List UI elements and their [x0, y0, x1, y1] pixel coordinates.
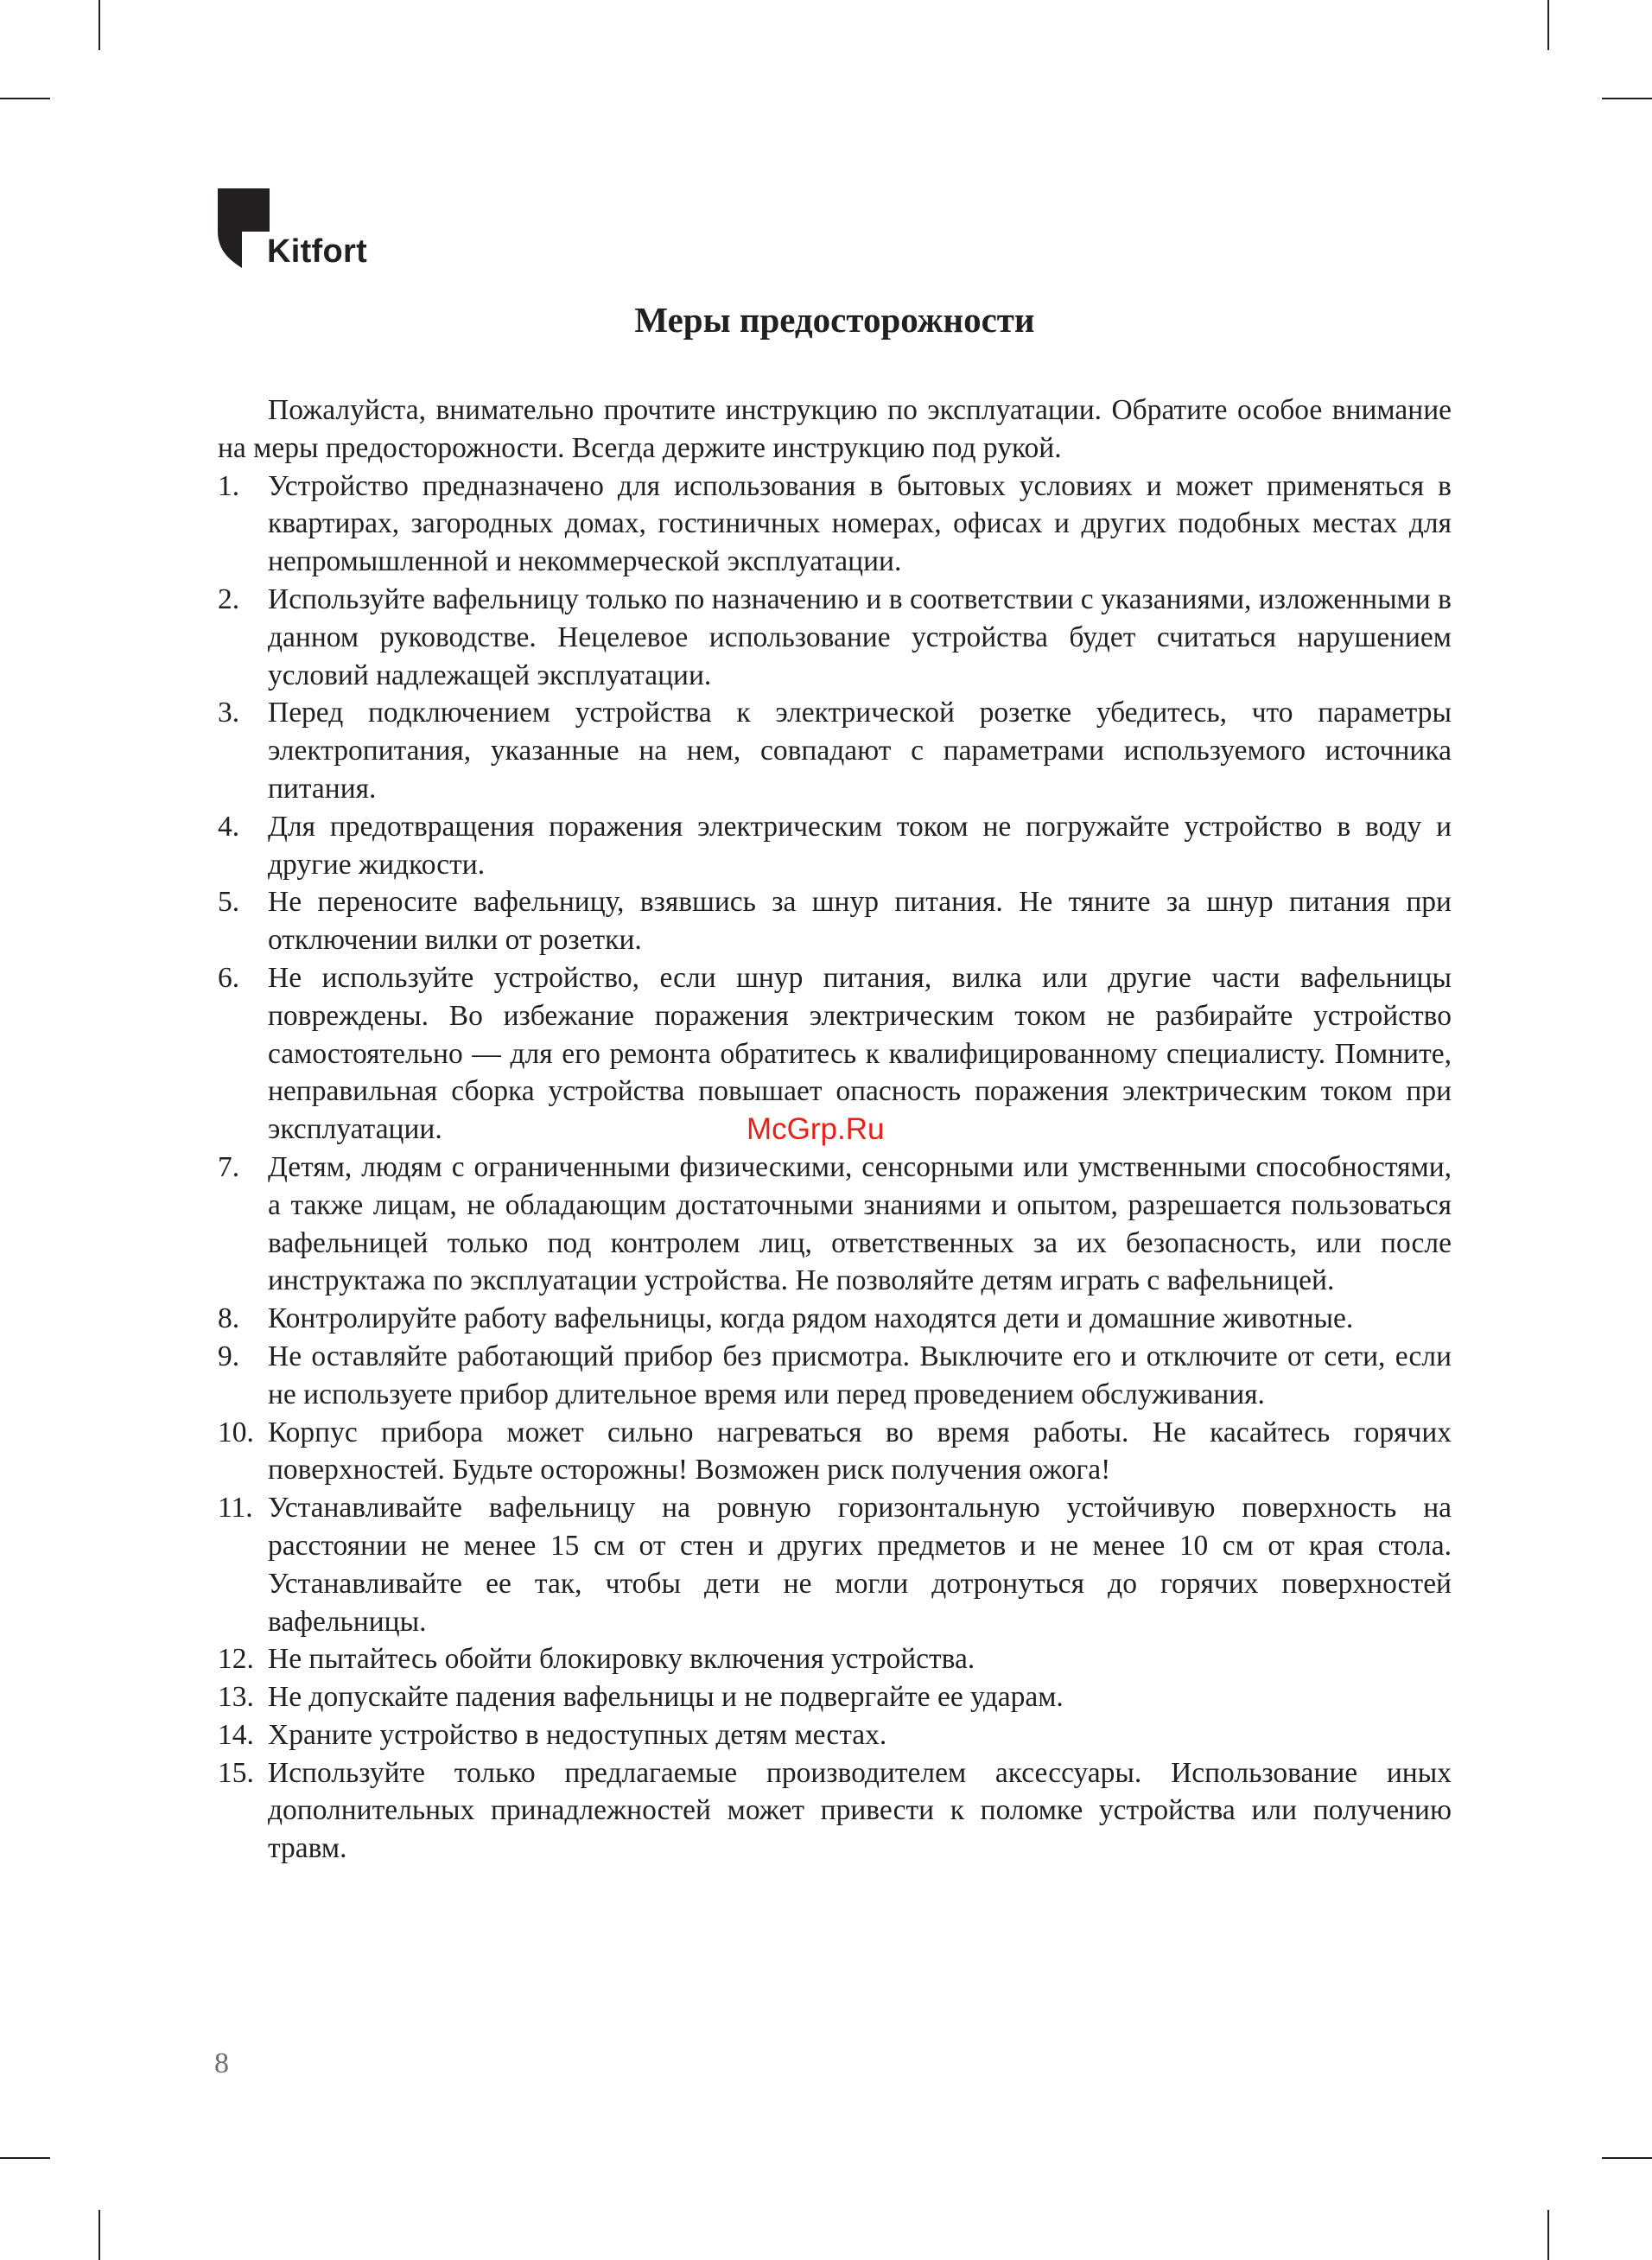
list-item-number: 15. — [218, 1756, 254, 1789]
list-item-number: 6. — [218, 961, 240, 994]
list-item-text: Перед подключением устройства к электрической розетке убедитесь, что параметры электропитания, указанные на нем, совпадают с параметрами используемого источника питания. — [268, 697, 1452, 805]
list-item-text: Используйте только предлагаемые производителем аксессуары. Использование иных дополнительных принадлежностей может привести к поломке устройства или получению травм. — [268, 1756, 1452, 1865]
crop-mark-left-bottom — [0, 2157, 50, 2159]
list-item-text: Устанавливайте вафельницу на ровную горизонтальную устойчивую поверхность на расстоянии не менее 15 см от стен и других предметов и не менее 10 см от края стола. Устанавливайте ее так, чтобы дети не могли дотронуться до горячих поверхностей вафельницы. — [268, 1492, 1452, 1638]
crop-mark-right-top — [1602, 98, 1652, 99]
precautions-list — [218, 468, 1452, 1868]
page-title: Меры предосторожности — [634, 300, 1035, 340]
list-item-text: Не оставляйте работающий прибор без присмотра. Выключите его и отключите от сети, если не используете прибор длительное время или перед проведением обслуживания. — [268, 1340, 1452, 1410]
list-item-number: 12. — [218, 1643, 254, 1676]
list-item-number: 8. — [218, 1302, 240, 1335]
list-item-number: 2. — [218, 583, 240, 615]
list-item — [218, 1149, 1452, 1300]
list-item — [218, 1678, 1452, 1716]
crop-mark-bottom-right — [1547, 2210, 1549, 2260]
list-item-number: 3. — [218, 697, 240, 729]
list-item-number: 14. — [218, 1718, 254, 1751]
list-item-text: Устройство предназначено для использования в бытовых условиях и может применяться в квартирах, загородных домах, гостиничных номерах, офисах и других подобных местах для непромышленной и некоммерческой эксплуатации. — [268, 469, 1452, 578]
page-number: 8 — [214, 2047, 229, 2079]
list-item-text: Детям, людям с ограниченными физическими, сенсорными или умственными способностями, а также лицам, не обладающим достаточными знаниями и опытом, разрешается пользоваться вафельницей только под контролем лиц, ответственных за их безопасность, или после инструктажа по эксплуатации устройства. Не позволяйте детям играть с вафельницей. — [268, 1150, 1452, 1297]
intro-paragraph: Пожалуйста, внимательно прочтите инструкцию по эксплуатации. Обратите особое внимание на меры предосторожности. Всегда держите инструкцию под рукой. — [218, 394, 1452, 464]
watermark: McGrp.Ru — [747, 1112, 885, 1146]
list-item — [218, 808, 1452, 884]
list-item-number: 9. — [218, 1340, 240, 1372]
crop-mark-top-left — [98, 0, 100, 50]
list-item — [218, 581, 1452, 694]
list-item — [218, 883, 1452, 959]
list-item-text: Используйте вафельницу только по назначению и в соответствии с указаниями, изложенными в данном руководстве. Нецелевое использование устройства будет считаться нарушением условий надлежащей эксплуатации. — [268, 583, 1452, 691]
list-item-text: Контролируйте работу вафельницы, когда рядом находятся дети и домашние животные. — [268, 1302, 1354, 1335]
list-item — [218, 468, 1452, 581]
crop-mark-bottom-left — [98, 2210, 100, 2260]
list-item-number: 4. — [218, 810, 240, 843]
list-item-text: Не используйте устройство, если шнур питания, вилка или другие части вафельницы повреждены. Во избежание поражения электрическим током не разбирайте устройство самостоятельно — для его ремонта обратитесь к квалифицированному специалисту. Помните, неправильная сборка устройства повышает опасность поражения электрическим током при эксплуатации. — [268, 961, 1452, 1146]
crop-mark-top-right — [1547, 0, 1549, 50]
list-item-text: Храните устройство в недоступных детям местах. — [268, 1718, 887, 1751]
list-item — [218, 694, 1452, 807]
list-item — [218, 1716, 1452, 1754]
list-item-text: Не допускайте падения вафельницы и не подвергайте ее ударам. — [268, 1681, 1064, 1714]
list-item-number: 5. — [218, 886, 240, 919]
list-item-text: Не переносите вафельницу, взявшись за шнур питания. Не тяните за шнур питания при отключении вилки от розетки. — [268, 886, 1452, 957]
list-item — [218, 1414, 1452, 1490]
list-item-text: Для предотвращения поражения электрическим током не погружайте устройство в воду и другие жидкости. — [268, 810, 1452, 881]
list-item — [218, 1754, 1452, 1868]
brand-name: Kitfort — [267, 233, 368, 270]
list-item-number: 11. — [218, 1492, 253, 1525]
crop-mark-right-bottom — [1602, 2157, 1652, 2159]
list-item-number: 10. — [218, 1416, 254, 1448]
list-item — [218, 1300, 1452, 1338]
list-item — [218, 1489, 1452, 1640]
list-item-number: 1. — [218, 469, 240, 502]
list-item-text: Корпус прибора может сильно нагреваться во время работы. Не касайтесь горячих поверхностей. Будьте осторожны! Возможен риск получения ожога! — [268, 1416, 1452, 1487]
kitfort-mark-icon — [218, 188, 270, 268]
list-item — [218, 1338, 1452, 1414]
crop-mark-left-top — [0, 98, 50, 99]
list-item-text: Не пытайтесь обойти блокировку включения устройства. — [268, 1643, 975, 1676]
list-item — [218, 1640, 1452, 1678]
list-item-number: 13. — [218, 1681, 254, 1714]
brand-logo — [218, 188, 391, 271]
list-item-number: 7. — [218, 1150, 240, 1183]
